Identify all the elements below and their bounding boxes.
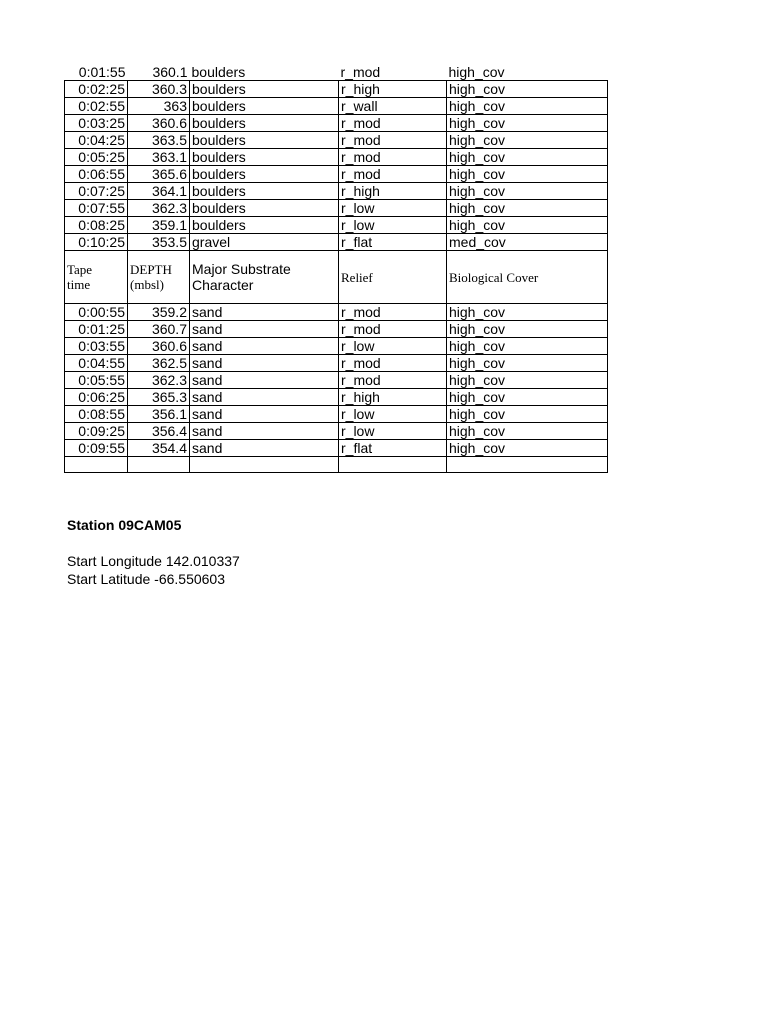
biological-cover-cell: med_cov xyxy=(447,234,608,251)
header-substrate-line2: Character xyxy=(192,277,254,293)
relief-cell: r_mod xyxy=(339,64,447,81)
depth-cell: 362.3 xyxy=(128,200,190,217)
table-row xyxy=(65,406,608,423)
table-row xyxy=(65,217,608,234)
biological-cover-cell: high_cov xyxy=(447,440,608,457)
tape-time-cell: 0:08:25 xyxy=(65,217,128,234)
substrate-cell: boulders xyxy=(190,183,339,200)
header-biological-cover: Biological Cover xyxy=(447,251,608,304)
blank-cell xyxy=(65,457,128,473)
relief-cell: r_mod xyxy=(339,304,447,321)
header-substrate xyxy=(190,251,339,304)
top-table-body xyxy=(65,64,608,251)
relief-cell: r_mod xyxy=(339,132,447,149)
header-tape-time-line1: Tape xyxy=(67,262,93,277)
relief-cell: r_low xyxy=(339,200,447,217)
table-row xyxy=(65,355,608,372)
relief-cell: r_high xyxy=(339,81,447,98)
depth-cell: 360.6 xyxy=(128,115,190,132)
table-row xyxy=(65,98,608,115)
start-longitude: Start Longitude 142.010337 xyxy=(67,553,240,569)
header-tape-time-line2: time xyxy=(67,277,91,292)
relief-cell: r_mod xyxy=(339,321,447,338)
depth-cell: 360.1 xyxy=(128,64,190,81)
tape-time-cell: 0:00:55 xyxy=(65,304,128,321)
substrate-cell: boulders xyxy=(190,217,339,234)
substrate-cell: sand xyxy=(190,338,339,355)
blank-row-body xyxy=(65,457,608,473)
table-row xyxy=(65,166,608,183)
table-row xyxy=(65,132,608,149)
table-row xyxy=(65,389,608,406)
depth-cell: 356.1 xyxy=(128,406,190,423)
tape-time-cell: 0:01:25 xyxy=(65,321,128,338)
relief-cell: r_mod xyxy=(339,372,447,389)
table-row xyxy=(65,440,608,457)
tape-time-cell: 0:08:55 xyxy=(65,406,128,423)
biological-cover-cell: high_cov xyxy=(447,217,608,234)
substrate-cell: sand xyxy=(190,406,339,423)
relief-cell: r_wall xyxy=(339,98,447,115)
survey-table xyxy=(64,64,608,473)
biological-cover-cell: high_cov xyxy=(447,355,608,372)
substrate-cell: boulders xyxy=(190,132,339,149)
tape-time-cell: 0:04:55 xyxy=(65,355,128,372)
relief-cell: r_high xyxy=(339,389,447,406)
header-depth-line1: DEPTH xyxy=(130,262,172,277)
table-row xyxy=(65,183,608,200)
biological-cover-cell: high_cov xyxy=(447,304,608,321)
depth-cell: 360.3 xyxy=(128,81,190,98)
substrate-cell: sand xyxy=(190,304,339,321)
biological-cover-cell: high_cov xyxy=(447,149,608,166)
depth-cell: 363 xyxy=(128,98,190,115)
biological-cover-cell: high_cov xyxy=(447,423,608,440)
table-header xyxy=(65,251,608,304)
table-row xyxy=(65,304,608,321)
depth-cell: 365.3 xyxy=(128,389,190,406)
substrate-cell: boulders xyxy=(190,149,339,166)
substrate-cell: boulders xyxy=(190,115,339,132)
table-row xyxy=(65,149,608,166)
table-row xyxy=(65,234,608,251)
table-row xyxy=(65,115,608,132)
substrate-cell: boulders xyxy=(190,166,339,183)
blank-cell xyxy=(190,457,339,473)
biological-cover-cell: high_cov xyxy=(447,166,608,183)
blank-cell xyxy=(447,457,608,473)
blank-cell xyxy=(339,457,447,473)
substrate-cell: sand xyxy=(190,372,339,389)
substrate-cell: sand xyxy=(190,355,339,372)
biological-cover-cell: high_cov xyxy=(447,81,608,98)
depth-cell: 365.6 xyxy=(128,166,190,183)
header-depth-line2: (mbsl) xyxy=(130,277,164,292)
substrate-cell: boulders xyxy=(190,64,339,81)
tape-time-cell: 0:01:55 xyxy=(65,64,128,81)
biological-cover-cell: high_cov xyxy=(447,64,608,81)
table-row xyxy=(65,64,608,81)
tape-time-cell: 0:03:25 xyxy=(65,115,128,132)
tape-time-cell: 0:05:25 xyxy=(65,149,128,166)
biological-cover-cell: high_cov xyxy=(447,200,608,217)
substrate-cell: sand xyxy=(190,423,339,440)
biological-cover-cell: high_cov xyxy=(447,183,608,200)
tape-time-cell: 0:05:55 xyxy=(65,372,128,389)
substrate-cell: boulders xyxy=(190,81,339,98)
header-row xyxy=(65,251,608,304)
tape-time-cell: 0:03:55 xyxy=(65,338,128,355)
depth-cell: 359.1 xyxy=(128,217,190,234)
depth-cell: 360.7 xyxy=(128,321,190,338)
depth-cell: 354.4 xyxy=(128,440,190,457)
depth-cell: 363.5 xyxy=(128,132,190,149)
biological-cover-cell: high_cov xyxy=(447,406,608,423)
tape-time-cell: 0:07:25 xyxy=(65,183,128,200)
depth-cell: 363.1 xyxy=(128,149,190,166)
table-row xyxy=(65,81,608,98)
table-row xyxy=(65,423,608,440)
substrate-cell: boulders xyxy=(190,98,339,115)
depth-cell: 356.4 xyxy=(128,423,190,440)
relief-cell: r_mod xyxy=(339,149,447,166)
relief-cell: r_low xyxy=(339,217,447,234)
relief-cell: r_mod xyxy=(339,355,447,372)
tape-time-cell: 0:09:55 xyxy=(65,440,128,457)
biological-cover-cell: high_cov xyxy=(447,98,608,115)
tape-time-cell: 0:07:55 xyxy=(65,200,128,217)
table-row xyxy=(65,372,608,389)
blank-row xyxy=(65,457,608,473)
relief-cell: r_mod xyxy=(339,166,447,183)
tape-time-cell: 0:02:25 xyxy=(65,81,128,98)
station-coordinates xyxy=(67,552,240,588)
substrate-cell: boulders xyxy=(190,200,339,217)
relief-cell: r_low xyxy=(339,423,447,440)
table-row xyxy=(65,338,608,355)
substrate-cell: gravel xyxy=(190,234,339,251)
station-title: Station 09CAM05 xyxy=(67,517,182,533)
relief-cell: r_flat xyxy=(339,234,447,251)
depth-cell: 359.2 xyxy=(128,304,190,321)
depth-cell: 353.5 xyxy=(128,234,190,251)
substrate-cell: sand xyxy=(190,440,339,457)
depth-cell: 364.1 xyxy=(128,183,190,200)
biological-cover-cell: high_cov xyxy=(447,321,608,338)
tape-time-cell: 0:09:25 xyxy=(65,423,128,440)
biological-cover-cell: high_cov xyxy=(447,372,608,389)
biological-cover-cell: high_cov xyxy=(447,115,608,132)
biological-cover-cell: high_cov xyxy=(447,338,608,355)
depth-cell: 362.3 xyxy=(128,372,190,389)
relief-cell: r_high xyxy=(339,183,447,200)
relief-cell: r_mod xyxy=(339,115,447,132)
relief-cell: r_low xyxy=(339,338,447,355)
biological-cover-cell: high_cov xyxy=(447,389,608,406)
bottom-table-body xyxy=(65,304,608,457)
tape-time-cell: 0:02:55 xyxy=(65,98,128,115)
tape-time-cell: 0:04:25 xyxy=(65,132,128,149)
depth-cell: 360.6 xyxy=(128,338,190,355)
table-row xyxy=(65,321,608,338)
table-row xyxy=(65,200,608,217)
header-substrate-line1: Major Substrate xyxy=(192,261,291,277)
blank-cell xyxy=(128,457,190,473)
start-latitude: Start Latitude -66.550603 xyxy=(67,571,226,587)
substrate-cell: sand xyxy=(190,389,339,406)
substrate-cell: sand xyxy=(190,321,339,338)
tape-time-cell: 0:06:55 xyxy=(65,166,128,183)
tape-time-cell: 0:06:25 xyxy=(65,389,128,406)
depth-cell: 362.5 xyxy=(128,355,190,372)
relief-cell: r_low xyxy=(339,406,447,423)
header-relief: Relief xyxy=(339,251,447,304)
header-tape-time xyxy=(65,251,128,304)
header-depth xyxy=(128,251,190,304)
relief-cell: r_flat xyxy=(339,440,447,457)
tape-time-cell: 0:10:25 xyxy=(65,234,128,251)
biological-cover-cell: high_cov xyxy=(447,132,608,149)
